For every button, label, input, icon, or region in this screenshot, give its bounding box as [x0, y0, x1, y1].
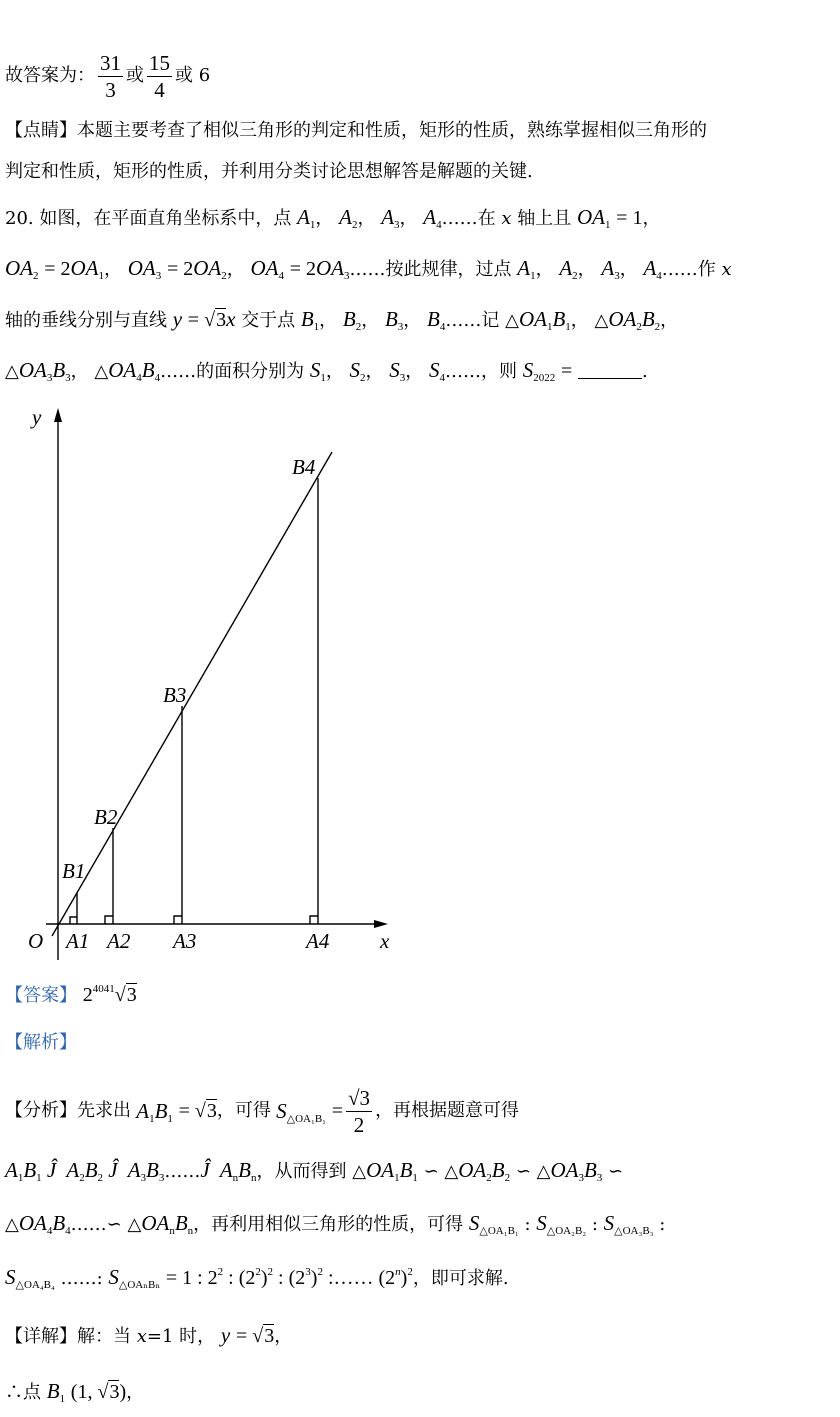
analysis-label: 【解析】: [5, 1032, 77, 1053]
remark-line-1: 【点睛】本题主要考查了相似三角形的判定和性质，矩形的性质，熟练掌握相似三角形的: [5, 120, 707, 141]
detail-line-1: 【详解】解：当 x=1 时， y = √3，: [5, 1323, 293, 1347]
right-angle-a4: [310, 916, 318, 924]
fraction-31-3: $\frac{31}{3}$: [100, 50, 121, 102]
analysis-line-1: 【分析】先求出 $A_1B_1$ = √3 ，可得 $S_{\triangle OA_1B_1}$ = $\frac{√3}{2}$ ，再根据题意可得: [5, 1085, 520, 1137]
conclusion-text: 故答案为：: [5, 65, 95, 86]
right-angle-a3: [174, 916, 182, 924]
remark-line-2: 判定和性质，矩形的性质，并利用分类讨论思想解答是解题的关键.: [5, 161, 533, 182]
question-line-3: 轴的垂线分别与直线 y = √3x 交于点 $B_1$， $B_2$， $B_3$， $B_4\dots\dots$记 $\triangle OA_1B_1$， $\triangle OA_2B_2$，: [5, 307, 679, 333]
answer-conclusion-line: [5, 48, 832, 104]
label-b4: B4: [292, 455, 316, 479]
answer-blank: [578, 360, 642, 379]
question-line-4: $\triangle OA_3B_3$， $\triangle OA_4B_4\dots\dots$的面积分别为 $S_1$， $S_2$， $S_3$， $S_4\dots\dots$，则 $S_{2022}$ = .: [5, 358, 648, 384]
y-axis-arrow: [54, 408, 62, 422]
question-line-2: $OA_2 = 2OA_1$， $OA_3 = 2OA_2$， $OA_4$ = $2OA_3\dots\dots$按此规律，过点 $A_1$， $A_2$， $A_3$， $A_4\dots\dots$作 x: [5, 256, 732, 282]
right-angle-a2: [105, 916, 113, 924]
or-text-2: 或 6: [175, 65, 211, 86]
label-b2: B2: [94, 805, 118, 829]
label-a4: A4: [306, 929, 330, 953]
axis-y-label: y: [32, 405, 42, 429]
label-b3: B3: [163, 683, 187, 707]
fraction-15-4: $\frac{15}{4}$: [149, 50, 170, 102]
label-a3: A3: [173, 929, 197, 953]
origin-label: O: [28, 929, 44, 953]
label-b1: B1: [62, 859, 86, 883]
line-y-sqrt3x: [52, 452, 332, 936]
axis-x-label: x: [380, 929, 390, 953]
label-a1: A1: [66, 929, 90, 953]
x-axis-arrow: [374, 920, 388, 928]
right-angle-a1: [70, 917, 77, 924]
answer-label: 【答案】: [5, 985, 77, 1006]
detail-line-2: ∴点 $B_1$ (1, √3)，: [5, 1379, 145, 1405]
answer-line: 【答案】 $2^{4041}√3$: [5, 983, 137, 1006]
analysis-line-2: $A_1B_1$ Ĵ $A_2B_2$ Ĵ $A_3B_3\dots\dots Ĵ$ $A_nB_n$，从而得到 $\triangle OA_1B_1$ ∽ $\triangle OA_2B_2$ ∽ $\triangle OA_3B_3$ ∽: [5, 1158, 624, 1184]
analysis-line-4: $S_{\triangle OA_4B_4}$ ……: $S_{\triangle OA_nB_n} = 1$ : $2^2$ : $(2^2)^2$ : $(2^3)^2$ :…… $(2^n)^2$，即可求解.: [5, 1265, 509, 1291]
label-a2: A2: [107, 929, 131, 953]
or-text-1: 或: [126, 65, 144, 86]
question-line-1: 20. 如图，在平面直角坐标系中，点 $A_1$， $A_2$， $A_3$， $A_4\dots\dots$在 x 轴上且 $OA_1 = 1$，: [5, 205, 661, 231]
analysis-line-3: $\triangle OA_4B_4\dots\dots∽$ $\triangle OA_nB_n$，再利用相似三角形的性质，可得 $S_{\triangle OA_1B_1}$ : $S_{\triangle OA_2B_2}$ : $S_{\triangle OA_3B_3}$ :: [5, 1211, 666, 1237]
coordinate-figure: [0, 400, 420, 960]
